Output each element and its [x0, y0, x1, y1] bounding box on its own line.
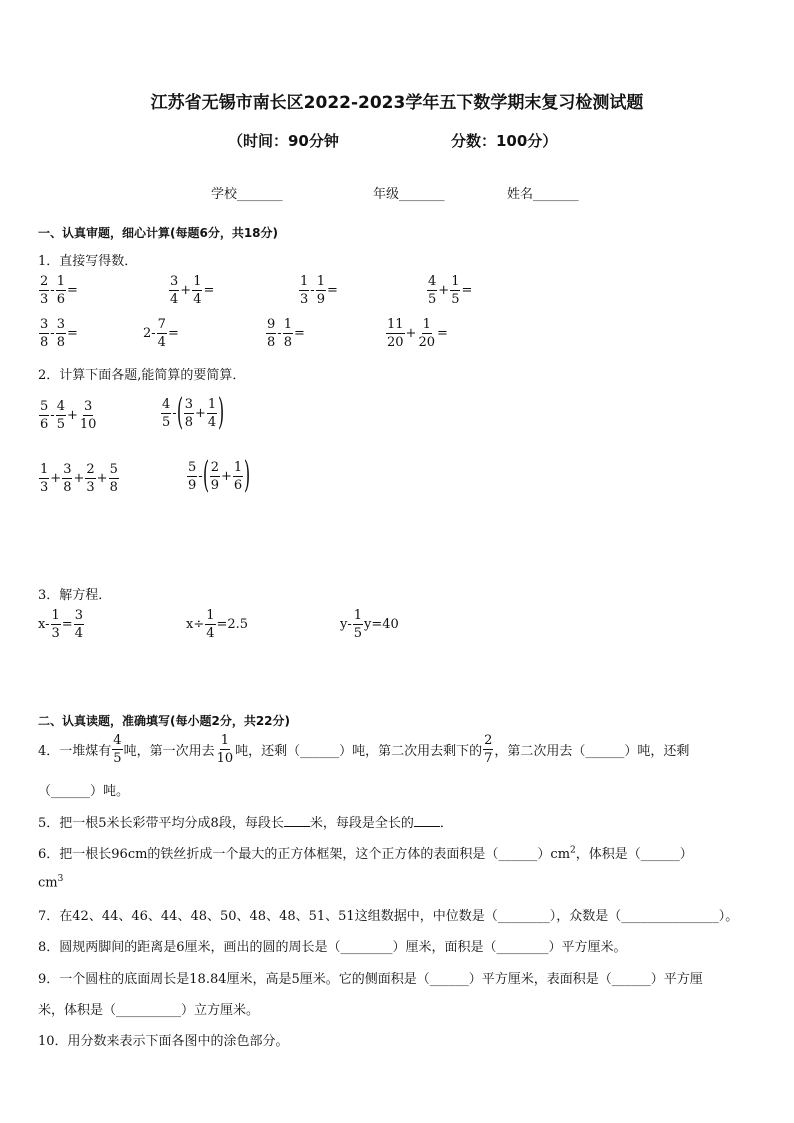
- q1-expression-2: $\frac{3}{4}$ + $\frac{1}{4}$ =: [170, 274, 215, 307]
- fraction: $\frac{3}{8}$: [184, 396, 194, 430]
- fraction: $\frac{1}{4}$: [206, 608, 215, 641]
- q1-expression-5: $\frac{3}{8}$ - $\frac{3}{8}$ =: [40, 317, 78, 350]
- q2-expression-3: $\frac{1}{3}$ + $\frac{3}{8}$ + $\frac{2}{3}$ + $\frac{5}{8}$: [40, 462, 118, 495]
- q2-expression-2: $\frac{4}{5}$ - ( $\frac{3}{8}$ + $\frac{1}{4}$ ): [162, 392, 225, 433]
- fraction: $\frac{2}{9}$: [210, 459, 220, 493]
- fraction: $\frac{5}{9}$: [188, 459, 197, 493]
- answer-blank[interactable]: [284, 826, 310, 827]
- page-title: 江苏省无锡市南长区2022-2023学年五下数学期末复习检测试题: [150, 93, 644, 113]
- right-paren: ): [218, 392, 225, 433]
- question-1-label: 1．直接写得数．: [38, 254, 138, 269]
- question-7: 7．在42、44、46、44、48、50、48、48、51、51这组数据中，中位数是（________），众数是（_______________）。: [38, 909, 739, 924]
- exam-score: 分数：100分）: [451, 132, 558, 150]
- question-5: 5．把一根5米长彩带平均分成8段，每段长 米，每段是全长的 ．: [38, 816, 453, 831]
- fraction: $\frac{3}{8}$: [63, 462, 72, 495]
- fraction: $\frac{4}{5}$: [162, 396, 171, 430]
- fraction: $\frac{2}{3}$: [40, 274, 49, 307]
- fraction: $\frac{3}{8}$: [56, 317, 65, 350]
- fraction: $\frac{4}{5}$: [428, 274, 437, 307]
- fraction: $\frac{1}{8}$: [283, 317, 292, 350]
- q1-expression-3: $\frac{1}{3}$ - $\frac{1}{9}$ =: [300, 274, 338, 307]
- fraction: $\frac{4}{5}$: [56, 399, 65, 432]
- left-paren: (: [176, 392, 183, 433]
- q3-equation-1: x- $\frac{1}{3}$ = $\frac{3}{4}$: [38, 608, 83, 641]
- q3-equation-2: x÷ $\frac{1}{4}$ =2.5: [186, 608, 249, 641]
- fraction: $\frac{5}{6}$: [40, 399, 49, 432]
- right-paren: ): [244, 455, 251, 496]
- question-4: 4．一堆煤有 $\frac{4}{5}$ 吨，第一次用去 $\frac{1}{10}$ 吨，还剩（______）吨，第二次用去剩下的 $\frac{2}{7}$ ，第二次用去（______）吨，还剩: [38, 733, 690, 766]
- section-heading-1: 一、认真审题，细心计算(每题6分，共18分): [38, 226, 279, 240]
- fraction: $\frac{3}{4}$: [74, 608, 83, 641]
- fraction: $\frac{3}{10}$: [79, 399, 97, 432]
- question-3-label: 3．解方程．: [38, 588, 112, 603]
- fraction: $\frac{1}{9}$: [316, 274, 325, 307]
- left-paren: (: [202, 455, 209, 496]
- fraction: $\frac{9}{8}$: [267, 317, 276, 350]
- fraction: $\frac{5}{8}$: [109, 462, 118, 495]
- fraction: $\frac{1}{20}$: [418, 317, 435, 350]
- fraction: $\frac{1}{6}$: [56, 274, 65, 307]
- question-9-line-2: 米，体积是（__________）立方厘米。: [38, 1003, 260, 1018]
- question-10: 10．用分数来表示下面各图中的涂色部分。: [38, 1034, 289, 1049]
- fraction: $\frac{11}{20}$: [387, 317, 404, 350]
- grade-field[interactable]: 年级_______: [373, 187, 445, 202]
- fraction: $\frac{1}{3}$: [40, 462, 49, 495]
- fraction: $\frac{1}{6}$: [233, 459, 243, 493]
- fraction: $\frac{4}{5}$: [113, 733, 122, 766]
- fraction: $\frac{1}{3}$: [300, 274, 309, 307]
- q1-expression-7: $\frac{9}{8}$ - $\frac{1}{8}$ =: [267, 317, 305, 350]
- question-6: 6．把一根长96cm的铁丝折成一个最大的正方体框架，这个正方体的表面积是$(\_\_\_\_\_\_)cm^2$，体积是（______）: [38, 845, 693, 862]
- q1-expression-1: $\frac{2}{3}$ - $\frac{1}{6}$ =: [40, 274, 78, 307]
- q3-equation-3: y- $\frac{1}{5}$ y=40: [340, 608, 399, 641]
- question-6-line-2: $cm^3$: [38, 874, 64, 891]
- fraction: $\frac{1}{10}$: [216, 733, 234, 766]
- question-8: 8．圆规两脚间的距离是6厘米，画出的圆的周长是（________）厘米，面积是（________）平方厘米。: [38, 940, 627, 955]
- section-heading-2: 二、认真读题，准确填写(每小题2分，共22分): [38, 714, 291, 728]
- fraction: $\frac{1}{5}$: [451, 274, 460, 307]
- question-9: 9．一个圆柱的底面周长是18.84厘米，高是5厘米。它的侧面积是（______）平方厘米，表面积是（______）平方厘: [38, 972, 703, 987]
- school-field[interactable]: 学校_______: [211, 187, 283, 202]
- q2-expression-1: $\frac{5}{6}$ - $\frac{4}{5}$ + $\frac{3}{10}$: [40, 399, 97, 432]
- name-field[interactable]: 姓名_______: [507, 187, 579, 202]
- fraction: $\frac{3}{4}$: [170, 274, 179, 307]
- fraction: $\frac{3}{8}$: [40, 317, 49, 350]
- fraction: $\frac{7}{4}$: [157, 317, 166, 350]
- fraction: $\frac{1}{5}$: [353, 608, 363, 641]
- question-4-line-2: （______）吨。: [38, 784, 130, 799]
- fraction: $\frac{1}{4}$: [207, 396, 217, 430]
- fraction: $\frac{2}{3}$: [86, 462, 95, 495]
- q1-expression-4: $\frac{4}{5}$ + $\frac{1}{5}$ =: [428, 274, 473, 307]
- answer-blank[interactable]: [414, 826, 440, 827]
- q1-expression-8: $\frac{11}{20}$ + $\frac{1}{20}$ =: [387, 317, 448, 350]
- fraction: $\frac{2}{7}$: [484, 733, 493, 766]
- exam-time: （时间：90分钟: [228, 132, 339, 150]
- q2-expression-4: $\frac{5}{9}$ - ( $\frac{2}{9}$ + $\frac{1}{6}$ ): [188, 455, 251, 496]
- question-2-label: 2．计算下面各题,能简算的要简算．: [38, 368, 246, 383]
- fraction: $\frac{1}{4}$: [193, 274, 202, 307]
- q1-expression-6: 2- $\frac{7}{4}$ =: [143, 317, 179, 350]
- fraction: $\frac{1}{3}$: [51, 608, 60, 641]
